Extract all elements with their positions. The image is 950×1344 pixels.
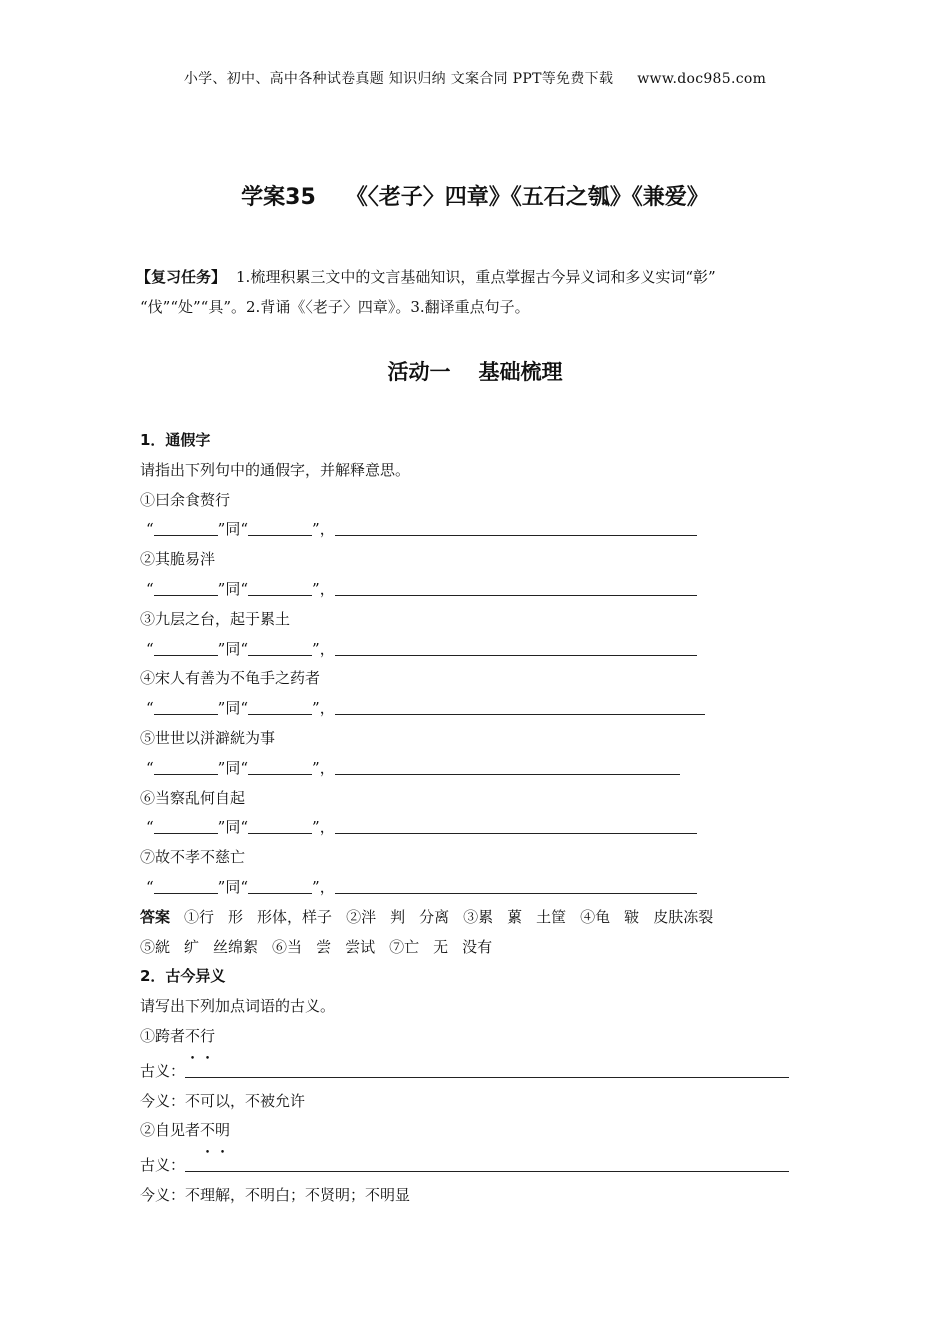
answer-item: 形	[228, 907, 244, 926]
answer-item: 尝	[316, 937, 332, 956]
close-quote: ”	[312, 758, 320, 777]
comma: ，	[319, 520, 335, 539]
open-quote: “	[146, 877, 154, 896]
meaning-blank[interactable]	[335, 577, 697, 596]
answer-item: 蔂	[507, 907, 523, 926]
open-quote: “	[240, 877, 249, 896]
answer-item: ⑥当	[272, 937, 303, 956]
item-number: ②	[140, 1121, 156, 1140]
open-quote: “	[240, 699, 249, 718]
jin-yi-text: 今义：不理解，不明白；不贤明；不明显	[140, 1185, 411, 1204]
tongjia-fill-row	[140, 754, 680, 784]
close-quote: ”	[312, 520, 320, 539]
meaning-blank[interactable]	[335, 517, 697, 536]
tongjia-char-blank[interactable]	[154, 637, 218, 656]
tongjia-char-blank[interactable]	[154, 875, 218, 894]
guyi-sentence	[140, 1022, 820, 1052]
comma: ，	[319, 877, 335, 896]
same-as-label: 同	[225, 639, 241, 658]
original-char-blank[interactable]	[248, 577, 312, 596]
tongjia-sentence: ⑥当察乱何自起	[140, 788, 246, 807]
answer-item: 形体，样子	[257, 907, 333, 926]
comma: ，	[319, 758, 335, 777]
title-works: 《〈老子〉四章》《五石之瓠》《兼爱》	[345, 185, 709, 210]
answer-values-1	[184, 908, 727, 926]
close-quote: ”	[217, 639, 226, 658]
close-quote: ”	[312, 877, 320, 896]
comma: ，	[319, 639, 335, 658]
dotted-char: 行	[200, 1026, 216, 1045]
review-task-line-2: “伐”“处”“具”。2.背诵《〈老子〉四章》。3.翻译重点句子。	[140, 298, 530, 316]
section-1-heading: 1．通假字	[140, 431, 211, 449]
answer-item: 没有	[462, 937, 493, 956]
open-quote: “	[146, 579, 154, 598]
jin-yi-text: 今义：不可以，不被允许	[140, 1091, 306, 1110]
tongjia-char-blank[interactable]	[154, 577, 218, 596]
answer-item: 判	[390, 907, 406, 926]
tongjia-fill-row	[140, 635, 697, 665]
open-quote: “	[240, 818, 249, 837]
meaning-blank[interactable]	[335, 815, 697, 834]
open-quote: “	[146, 520, 154, 539]
tongjia-sentence: ⑦故不孝不慈亡	[140, 848, 246, 867]
tongjia-fill-row	[140, 515, 697, 545]
original-char-blank[interactable]	[248, 637, 312, 656]
answer-item: 丝绵絮	[213, 937, 259, 956]
tongjia-char-blank[interactable]	[154, 756, 218, 775]
same-as-label: 同	[225, 877, 241, 896]
open-quote: “	[240, 758, 249, 777]
original-char-blank[interactable]	[248, 815, 312, 834]
gu-yi-blank[interactable]	[185, 1153, 789, 1172]
tongjia-fill-row	[140, 694, 705, 724]
open-quote: “	[146, 639, 154, 658]
same-as-label: 同	[225, 758, 241, 777]
close-quote: ”	[312, 699, 320, 718]
tongjia-sentence: ①曰余食赘行	[140, 490, 231, 509]
review-task-line-1: 1.梳理积累三文中的文言基础知识，重点掌握古今异义词和多义实词“彰”	[236, 268, 716, 286]
close-quote: ”	[217, 520, 226, 539]
open-quote: “	[146, 699, 154, 718]
same-as-label: 同	[225, 699, 241, 718]
sentence-prefix: 跨者	[155, 1026, 186, 1045]
close-quote: ”	[312, 579, 320, 598]
section-1-instruction: 请指出下列句中的通假字，并解释意思。	[140, 460, 411, 479]
meaning-blank[interactable]	[335, 875, 697, 894]
answer-item: ①行	[184, 907, 215, 926]
answer-item: 皲	[624, 907, 640, 926]
gu-yi-row	[140, 1057, 820, 1087]
answer-item: ②泮	[346, 907, 377, 926]
comma: ，	[319, 579, 335, 598]
open-quote: “	[240, 579, 249, 598]
tongjia-sentence: ④宋人有善为不龟手之药者	[140, 669, 321, 688]
open-quote: “	[240, 520, 249, 539]
original-char-blank[interactable]	[248, 517, 312, 536]
section-2-instruction: 请写出下列加点词语的古义。	[140, 997, 336, 1016]
original-char-blank[interactable]	[248, 756, 312, 775]
meaning-blank[interactable]	[335, 696, 705, 715]
tongjia-sentence: ②其脆易泮	[140, 550, 216, 569]
tongjia-char-blank[interactable]	[154, 517, 218, 536]
gu-yi-blank[interactable]	[185, 1059, 789, 1078]
close-quote: ”	[312, 639, 320, 658]
dotted-char: 明	[215, 1121, 231, 1140]
answer-item: ④龟	[580, 907, 611, 926]
answer-item: ③累	[463, 907, 494, 926]
answer-item: 尝试	[345, 937, 376, 956]
tongjia-char-blank[interactable]	[154, 815, 218, 834]
guyi-list	[140, 1022, 820, 1211]
open-quote: “	[146, 758, 154, 777]
close-quote: ”	[217, 877, 226, 896]
section-2-heading: 2．古今异义	[140, 967, 226, 986]
close-quote: ”	[217, 699, 226, 718]
gu-yi-row	[140, 1151, 820, 1181]
sentence-prefix: 自见者	[155, 1121, 201, 1140]
comma: ，	[319, 818, 335, 837]
same-as-label: 同	[225, 579, 241, 598]
dotted-char: 不	[185, 1026, 201, 1045]
answer-line-1	[140, 903, 820, 933]
tongjia-char-blank[interactable]	[154, 696, 218, 715]
page-header	[0, 68, 950, 88]
answer-item: 皮肤冻裂	[653, 907, 714, 926]
activity-label: 活动一	[387, 360, 451, 384]
document-title	[0, 180, 950, 211]
original-char-blank[interactable]	[248, 696, 312, 715]
answer-item: ⑤絖	[140, 937, 171, 956]
answer-line-2	[140, 933, 820, 963]
open-quote: “	[240, 639, 249, 658]
activity-heading	[0, 356, 950, 386]
header-site: www.doc985.com	[637, 71, 767, 87]
same-as-label: 同	[225, 818, 241, 837]
tongjia-fill-row	[140, 575, 697, 605]
close-quote: ”	[312, 818, 320, 837]
gu-yi-label: 古义：	[140, 1061, 186, 1080]
tongjia-list	[140, 486, 820, 903]
close-quote: ”	[217, 758, 226, 777]
dotted-char: 不	[200, 1121, 216, 1140]
guyi-sentence	[140, 1116, 820, 1146]
tongjia-sentence: ⑤世世以洴澼絖为事	[140, 728, 276, 747]
close-quote: ”	[217, 579, 226, 598]
answer-label: 答案	[140, 907, 171, 926]
review-task-tag: 【复习任务】	[136, 268, 227, 286]
gu-yi-label: 古义：	[140, 1156, 186, 1175]
meaning-blank[interactable]	[335, 637, 697, 656]
main-content	[140, 426, 820, 1211]
comma: ，	[319, 699, 335, 718]
title-number: 学案35	[241, 185, 316, 210]
answer-item: 分离	[419, 907, 450, 926]
answer-values-2	[140, 938, 506, 956]
answer-item: 土筐	[536, 907, 567, 926]
review-task	[136, 262, 812, 322]
tongjia-fill-row	[140, 873, 697, 903]
answer-item: ⑦亡	[389, 937, 420, 956]
header-text: 小学、初中、高中各种试卷真题 知识归纳 文案合同 PPT等免费下载	[183, 71, 614, 87]
answer-item: 无	[433, 937, 449, 956]
meaning-blank[interactable]	[335, 756, 680, 775]
tongjia-sentence: ③九层之台，起于累土	[140, 609, 291, 628]
tongjia-fill-row	[140, 813, 697, 843]
answer-item: 纩	[184, 937, 200, 956]
item-number: ①	[140, 1026, 156, 1045]
activity-name: 基础梳理	[478, 360, 563, 384]
open-quote: “	[146, 818, 154, 837]
close-quote: ”	[217, 818, 226, 837]
same-as-label: 同	[225, 520, 241, 539]
original-char-blank[interactable]	[248, 875, 312, 894]
